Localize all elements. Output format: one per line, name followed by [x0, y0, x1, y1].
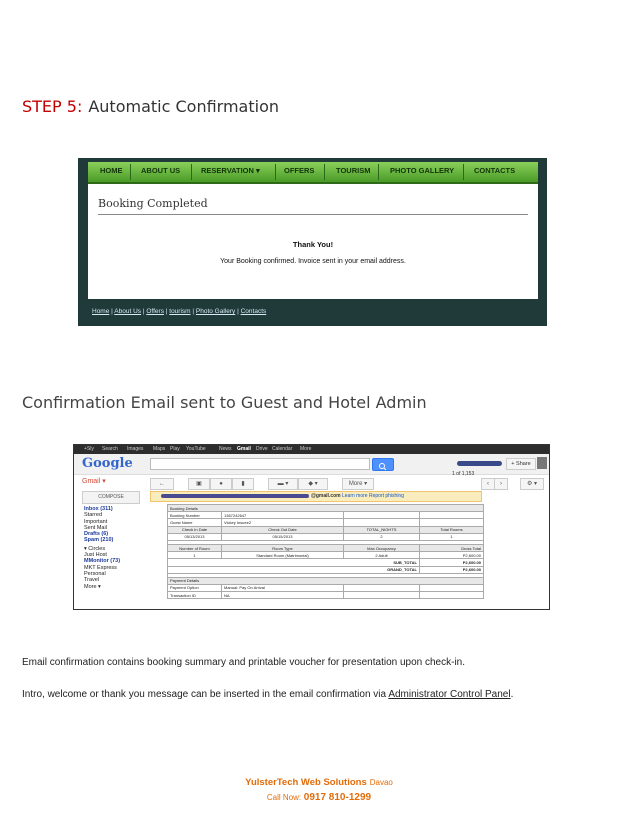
topbar-link[interactable]: Maps [153, 446, 166, 452]
footer-link-tourism[interactable]: tourism [169, 308, 191, 315]
phishing-warning-bar [150, 491, 482, 502]
payment-details-label: Payment Details [168, 577, 484, 584]
topbar-link[interactable]: More [300, 446, 312, 452]
folder-just-host[interactable]: Just Host [84, 552, 107, 559]
search-icon [373, 461, 393, 472]
room-type: Standard Room (Matrimonial) [222, 552, 344, 559]
google-logo[interactable]: Google [82, 456, 133, 471]
redacted-sender [161, 494, 309, 498]
step-title: Automatic Confirmation [88, 97, 279, 116]
footer-link-photo-gallery[interactable]: Photo Gallery [195, 308, 236, 315]
gmail-label-text: Gmail [82, 478, 101, 485]
nav-contacts[interactable]: CONTACTS [474, 166, 516, 175]
nav-divider [463, 164, 464, 180]
folder-more[interactable]: More ▾ [84, 583, 101, 590]
max-occupancy: 2 Adult [344, 552, 420, 559]
transaction-id: NA [222, 592, 344, 599]
check-out-date: 05/15/2013 [222, 533, 344, 540]
folder-icon: ▬ ▾ [277, 481, 289, 487]
prev-button[interactable] [481, 478, 495, 490]
learn-more-link[interactable]: Learn more [342, 493, 368, 499]
topbar-link-gmail[interactable]: Gmail [237, 446, 251, 452]
booking-summary-table [167, 504, 484, 599]
folder-drafts[interactable]: Drafts (6) [84, 531, 109, 538]
nav-divider [275, 164, 276, 180]
table-row [168, 519, 484, 526]
mail-toolbar [150, 478, 545, 489]
empty-cell [344, 512, 420, 519]
chevron-down-icon: ▾ [256, 166, 260, 175]
empty-cell [420, 584, 484, 591]
archive-button[interactable] [188, 478, 210, 490]
footer-link-contacts[interactable]: Contacts [240, 308, 267, 315]
redacted-account-name [457, 461, 502, 466]
booking-details-label: Booking Details [168, 505, 484, 512]
footer-link-about-us[interactable]: About Us [114, 308, 142, 315]
booking-number: 1367242647 [222, 512, 344, 519]
share-button[interactable]: + Share [506, 458, 536, 470]
folder-important[interactable]: Important [84, 518, 108, 525]
chevron-left-icon: ‹ [487, 481, 489, 487]
email-section-heading: Confirmation Email sent to Guest and Hotel Admin [22, 393, 427, 412]
nav-offers[interactable]: OFFERS [284, 166, 315, 175]
company-name: YulsterTech Web Solutions [245, 777, 367, 788]
table-row [168, 544, 484, 551]
table-row [168, 533, 484, 540]
intro-period: . [510, 689, 514, 700]
guest-name-label: Guest Name [168, 519, 222, 526]
nav-reservation[interactable] [201, 166, 260, 175]
empty-cell [420, 512, 484, 519]
transaction-id-label: Transaction ID [168, 592, 222, 599]
sender-domain: @gmail.com [311, 493, 341, 499]
next-button[interactable] [494, 478, 508, 490]
booking-completed-screenshot [78, 158, 547, 326]
topbar-link[interactable]: Images [127, 446, 144, 452]
folder-travel[interactable]: Travel [84, 577, 100, 584]
report-phishing-link[interactable]: Report phishing [368, 493, 404, 499]
report-spam-button[interactable] [210, 478, 232, 490]
folder-personal[interactable]: Personal [84, 570, 106, 577]
sub-total-label: SUB_TOTAL [168, 559, 420, 566]
nav-reservation-label: RESERVATION [201, 166, 254, 175]
nav-tourism[interactable]: TOURISM [336, 166, 371, 175]
empty-cell [420, 519, 484, 526]
topbar-link[interactable]: YouTube [186, 446, 206, 452]
total-nights-header: TOTAL_NIGHTS [344, 526, 420, 533]
folder-circles[interactable]: ▾ Circles [84, 545, 106, 552]
empty-cell [420, 592, 484, 599]
topbar-link[interactable]: +Sly [84, 446, 94, 452]
nav-divider [324, 164, 325, 180]
company-city: Davao [369, 778, 393, 787]
labels-button[interactable] [298, 478, 328, 490]
gross-total: P2,600.00 [420, 552, 484, 559]
empty-cell [344, 592, 420, 599]
mail-folder-list [84, 506, 120, 590]
gmail-screenshot [73, 444, 550, 610]
gmail-app-label[interactable]: Gmail ▾ [82, 478, 106, 485]
site-nav-bar [88, 162, 538, 184]
grand-total-label: GRAND_TOTAL [168, 566, 420, 573]
topbar-link[interactable]: Play [170, 446, 180, 452]
archive-icon: ▣ [196, 481, 202, 487]
footer-links: Home | About Us | Offers | tourism | Photo Gallery | Contacts [92, 308, 267, 315]
warning-text [311, 493, 404, 499]
title-divider [98, 214, 528, 215]
nav-divider [130, 164, 131, 180]
check-in-date: 05/13/2013 [168, 533, 222, 540]
table-row [168, 592, 484, 599]
trash-icon: ▮ [241, 481, 245, 487]
room-count-header: Number of Room [168, 544, 222, 551]
search-button[interactable] [372, 458, 394, 471]
step-label: STEP 5: [22, 97, 83, 116]
tag-icon: ◆ ▾ [308, 481, 318, 487]
search-input[interactable] [150, 458, 370, 470]
nav-photo-gallery[interactable]: PHOTO GALLERY [390, 166, 455, 175]
confirmation-message: Your Booking confirmed. Invoice sent in your email address. [220, 258, 406, 265]
folder-starred[interactable]: Starred [84, 512, 103, 519]
intro-text: Intro, welcome or thank you message can be inserted in the email confirmation via [22, 689, 389, 700]
topbar-link[interactable]: News [219, 446, 232, 452]
table-row [168, 566, 484, 573]
topbar-link[interactable]: Search [102, 446, 118, 452]
table-row [168, 526, 484, 533]
nav-divider [191, 164, 192, 180]
folder-spam[interactable]: Spam (210) [84, 537, 114, 544]
payment-option: Manual: Pay On Arrival [222, 584, 344, 591]
nav-about-us[interactable]: ABOUT US [141, 166, 181, 175]
table-row [168, 512, 484, 519]
email-description: Email confirmation contains booking summary and printable voucher for presentation upon check-in. [22, 657, 466, 668]
arrow-left-icon: ← [159, 481, 165, 487]
site-footer [88, 301, 538, 323]
page-title: Booking Completed [98, 197, 208, 210]
folder-mmonitor[interactable]: MMonitor (73) [84, 558, 121, 565]
call-label: Call Now: [266, 793, 302, 802]
nav-divider [378, 164, 379, 180]
folder-inbox[interactable]: Inbox (311) [84, 506, 113, 512]
avatar[interactable] [537, 457, 547, 469]
chevron-right-icon: › [500, 481, 502, 487]
footer-link-offers[interactable]: Offers [146, 308, 164, 315]
google-top-bar [74, 445, 549, 454]
total-rooms: 1 [420, 533, 484, 540]
more-button[interactable]: More ▾ [342, 478, 374, 490]
admin-panel-link[interactable]: Administrator Control Panel [388, 689, 511, 700]
total-nights: 2 [344, 533, 420, 540]
folder-sent[interactable]: Sent Mail [84, 524, 107, 531]
table-row [168, 505, 484, 512]
check-out-header: Check Out Date [222, 526, 344, 533]
nav-home[interactable]: HOME [100, 166, 123, 175]
booking-number-label: Booking Number [168, 512, 222, 519]
check-in-header: Check In Date [168, 526, 222, 533]
spam-icon: ● [219, 481, 223, 487]
folder-mkt-express[interactable]: MKT Express [84, 564, 117, 571]
page-footer [0, 777, 638, 788]
room-type-header: Room Type [222, 544, 344, 551]
thank-you-text: Thank You! [292, 240, 334, 249]
guest-name: Vickey Insuee2 [222, 519, 344, 526]
footer-call [0, 792, 638, 803]
room-count: 1 [168, 552, 222, 559]
empty-cell [344, 519, 420, 526]
delete-button[interactable] [232, 478, 254, 490]
grand-total: P2,600.00 [420, 566, 484, 573]
topbar-link[interactable]: Calendar [272, 446, 293, 452]
table-row [168, 577, 484, 584]
site-content [88, 184, 538, 299]
gear-icon: ⚙ ▾ [526, 481, 538, 487]
empty-cell [344, 584, 420, 591]
back-button[interactable] [150, 478, 174, 490]
page-count: 1 of 1,153 [452, 471, 475, 477]
settings-button[interactable] [520, 478, 544, 490]
total-rooms-header: Total Rooms [420, 526, 484, 533]
footer-link-home[interactable]: Home [92, 308, 110, 315]
gross-total-header: Gross Total [420, 544, 484, 551]
table-row [168, 584, 484, 591]
payment-option-label: Payment Option [168, 584, 222, 591]
sub-total: P2,600.00 [420, 559, 484, 566]
move-to-button[interactable] [268, 478, 298, 490]
intro-description [22, 689, 513, 700]
max-occupancy-header: Max Occupancy [344, 544, 420, 551]
gmail-header [74, 454, 549, 475]
phone-number: 0917 810-1299 [303, 792, 372, 803]
topbar-link[interactable]: Drive [256, 446, 268, 452]
compose-button[interactable]: COMPOSE [82, 491, 140, 504]
table-row [168, 559, 484, 566]
table-row [168, 552, 484, 559]
step-heading [22, 97, 279, 116]
